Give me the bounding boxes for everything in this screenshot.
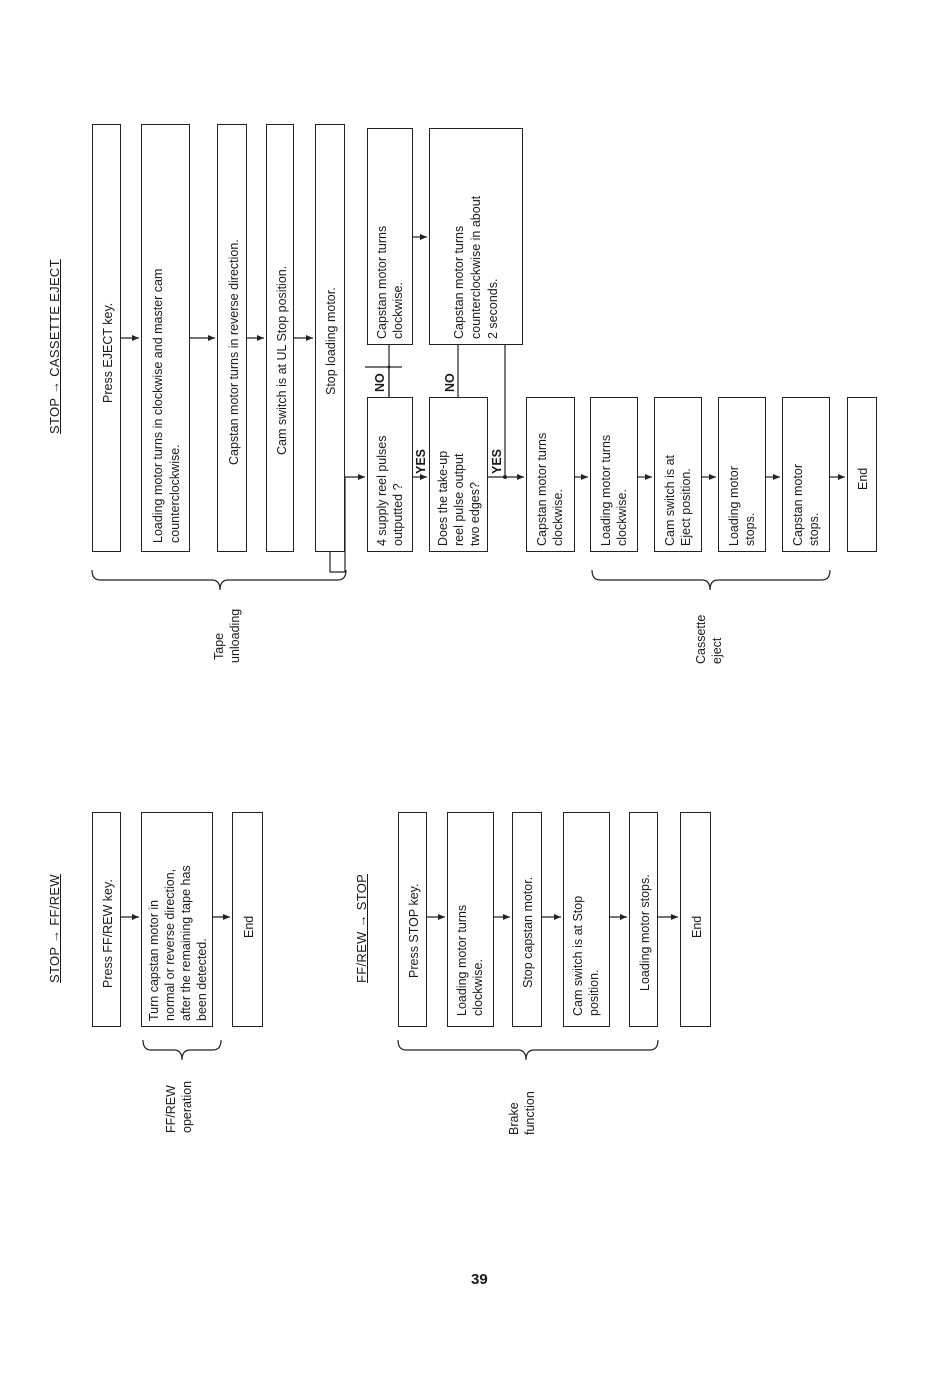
press-stop-text: Press STOP key. [407, 883, 421, 978]
stop-flow-title: FF/REW → STOP [354, 873, 369, 983]
page-number: 39 [471, 1271, 488, 1288]
capstan-stops-line1: Capstan motor [791, 464, 805, 546]
loading-cw-master-cam-line1: Loading motor turns in clockwise and master cam [151, 268, 165, 543]
turn-capstan-line3: after the remaining tape has [179, 865, 193, 1021]
loading-stops-line1: Loading motor [727, 466, 741, 546]
tape-unloading-label-2: unloading [228, 608, 242, 663]
press-eject-text: Press EJECT key. [101, 302, 115, 403]
stop-end-text: End [690, 915, 704, 938]
loading-cw-master-cam-line2: counterclockwise. [168, 444, 182, 543]
capstan-ccw-line3: 2 seconds. [486, 278, 500, 339]
cassette-eject-label-2: eject [710, 637, 724, 664]
takeup-line1: Does the take-up [436, 450, 450, 546]
supply-reel-decision [367, 397, 413, 552]
tape-unloading-label-1: Tape [212, 632, 226, 660]
loading-cw-box [590, 397, 638, 552]
decision-no-1: NO [373, 373, 387, 392]
loading-cw-line1: Loading motor turns [599, 434, 613, 546]
brake-function-label-1: Brake [507, 1102, 521, 1135]
capstan-stops-line2: stops. [807, 512, 821, 546]
takeup-line2: reel pulse output [452, 453, 466, 546]
cam-eject-box [654, 397, 702, 552]
cam-stop-line2: position. [587, 969, 601, 1016]
brake-function-label-2: function [523, 1091, 537, 1135]
loading-motor-stops-text: Loading motor stops. [638, 874, 652, 991]
cam-stop-line1: Cam switch is at Stop [571, 895, 585, 1016]
eject-flow-title: STOP → CASSETTE EJECT [47, 259, 62, 434]
capstan-ccw-2s-box [429, 128, 523, 345]
capstan-stops-box [782, 397, 830, 552]
loading-turns-cw-box [447, 812, 494, 1027]
eject-end-box [847, 397, 877, 552]
stop-loading-motor-text: Stop loading motor. [324, 287, 338, 395]
decision-yes-2: YES [490, 448, 504, 474]
turn-capstan-line2: normal or reverse direction, [163, 868, 177, 1021]
capstan-cw-upper-line1: Capstan motor turns [375, 225, 389, 339]
stop-loading-motor-box [315, 124, 345, 552]
supply-reel-line2: outputted ? [391, 483, 405, 546]
cam-stop-position-box [563, 812, 610, 1027]
stop-end-box [680, 812, 711, 1027]
capstan-cw-box [526, 397, 575, 552]
decision-no-2: NO [443, 373, 457, 392]
press-ffrew-box [92, 812, 121, 1027]
capstan-ccw-line1: Capstan motor turns [452, 225, 466, 339]
capstan-cw-line1: Capstan motor turns [535, 432, 549, 546]
takeup-reel-decision [429, 397, 488, 552]
loading-motor-stops-box [629, 812, 658, 1027]
loading-stops-box [718, 397, 766, 552]
press-stop-box [398, 812, 427, 1027]
cam-ul-stop-box [266, 124, 294, 552]
loading-cw-master-cam-box [141, 124, 190, 552]
ffrew-flow-title: STOP → FF/REW [47, 874, 62, 983]
cassette-eject-label-1: Cassette [694, 614, 708, 664]
cam-eject-line1: Cam switch is at [663, 455, 677, 546]
turn-capstan-line1: Turn capstan motor in [147, 899, 161, 1021]
turn-capstan-box [141, 812, 213, 1027]
ffrew-operation-label-1: FF/REW [164, 1085, 178, 1133]
loading-cw-line2: clockwise. [615, 489, 629, 546]
ffrew-end-box [232, 812, 263, 1027]
capstan-reverse-box [217, 124, 247, 552]
capstan-cw-upper-box [367, 128, 413, 345]
cam-eject-line2: Eject position. [679, 468, 693, 546]
ffrew-operation-label-2: operation [180, 1080, 194, 1133]
eject-end-text: End [856, 467, 870, 490]
ffrew-end-text: End [242, 915, 256, 938]
stop-capstan-text: Stop capstan motor. [521, 876, 535, 988]
capstan-cw-line2: clockwise. [551, 489, 565, 546]
decision-yes-1: YES [414, 448, 428, 474]
cam-ul-stop-text: Cam switch is at UL Stop position. [275, 265, 289, 455]
press-ffrew-text: Press FF/REW key. [101, 879, 115, 988]
press-eject-box [92, 124, 121, 552]
loading-turns-cw-line1: Loading motor turns [455, 904, 469, 1016]
turn-capstan-line4: been detected. [195, 938, 209, 1021]
supply-reel-line1: 4 supply reel pulses [375, 435, 389, 546]
takeup-line3: two edges? [468, 482, 482, 546]
capstan-reverse-text: Capstan motor turns in reverse direction. [227, 239, 241, 465]
capstan-ccw-line2: counterclockwise in about [469, 195, 483, 339]
loading-stops-line2: stops. [743, 512, 757, 546]
loading-turns-cw-line2: clockwise. [471, 959, 485, 1016]
stop-capstan-box [512, 812, 542, 1027]
capstan-cw-upper-line2: clockwise. [391, 282, 405, 339]
